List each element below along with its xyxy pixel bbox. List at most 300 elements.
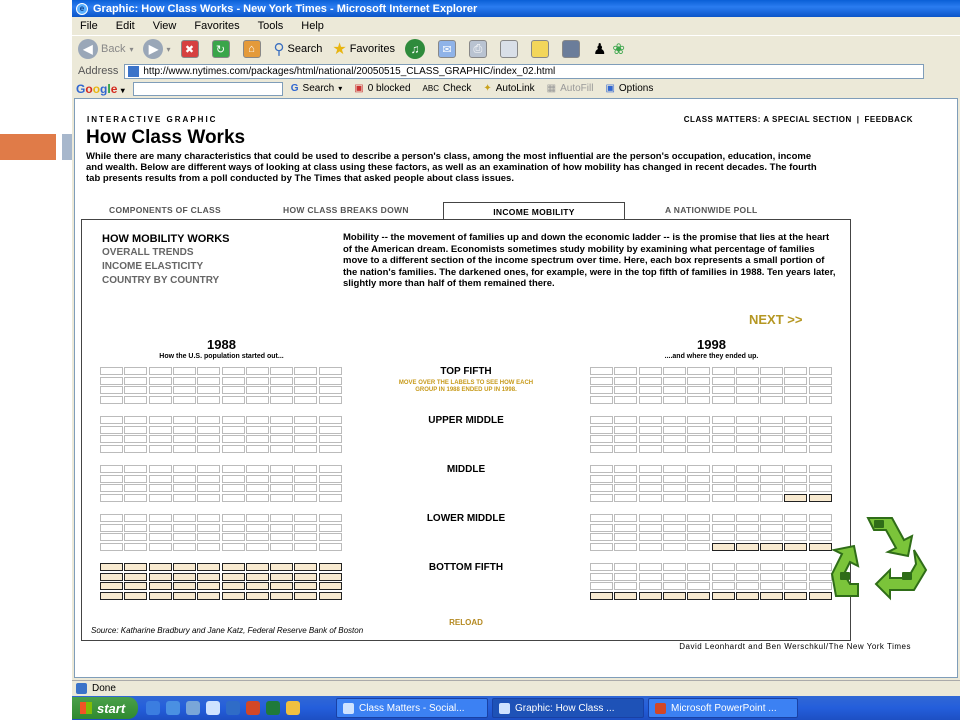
box-1988-box [124, 533, 147, 541]
box-1988-box [319, 543, 342, 551]
box-1988-box [270, 582, 293, 590]
box-1998-box [687, 445, 710, 453]
box-1998-box [663, 465, 686, 473]
box-1988-box [197, 533, 220, 541]
box-1998-box [590, 435, 613, 443]
powerpoint-task-icon [655, 703, 666, 714]
source-note: Source: Katharine Bradbury and Jane Katz, Federal Reserve Bank of Boston [91, 626, 364, 635]
box-1988-box [246, 533, 269, 541]
box-1988-box [294, 592, 317, 600]
box-1988-box [294, 563, 317, 571]
messenger-button[interactable] [593, 40, 625, 58]
box-1988-box [173, 543, 196, 551]
box-1998-box [639, 494, 662, 502]
dropdown-arrow-icon: ▾ [338, 84, 343, 93]
box-1998-box [784, 445, 807, 453]
box-1988-box [100, 396, 123, 404]
title-bar [72, 0, 960, 17]
box-1998-box [663, 582, 686, 590]
box-1988-box [197, 416, 220, 424]
edit-button[interactable] [500, 40, 521, 58]
box-1988-box [270, 563, 293, 571]
url-text: http://www.nytimes.com/packages/html/national/20050515_CLASS_GRAPHIC/index_02.html [143, 65, 556, 77]
page-viewport [74, 98, 958, 678]
box-1988-box [222, 494, 245, 502]
box-1988-box [173, 426, 196, 434]
box-1998-box [712, 514, 735, 522]
box-1988-box [149, 426, 172, 434]
research-button[interactable] [562, 40, 583, 58]
mail-icon: ✉ [438, 40, 456, 58]
box-1988-box [222, 592, 245, 600]
google-toolbar [72, 80, 960, 97]
box-1998-box [736, 377, 759, 385]
google-logo[interactable]: Google ▾ [76, 81, 125, 96]
options-button[interactable]: ▣ Options [605, 83, 654, 94]
refresh-button[interactable] [212, 40, 233, 58]
box-1998-box [809, 563, 832, 571]
box-1988-box [222, 396, 245, 404]
box-1998-box [663, 514, 686, 522]
box-1988-box [319, 445, 342, 453]
box-1998-box [614, 416, 637, 424]
box-1988-box [124, 514, 147, 522]
box-1998-box [784, 573, 807, 581]
box-1988-box [246, 426, 269, 434]
box-1988-box [270, 573, 293, 581]
box-1988-box [319, 435, 342, 443]
tab-a-nationwide-poll[interactable]: A NATIONWIDE POLL [665, 205, 758, 215]
box-1998-box [614, 465, 637, 473]
box-1988-box [319, 582, 342, 590]
box-1988-box [149, 416, 172, 424]
spell-check-button[interactable]: ABC Check [422, 83, 472, 94]
forward-button[interactable] [143, 39, 170, 59]
quicklaunch-excel-icon[interactable] [266, 701, 280, 715]
box-1998-box [663, 475, 686, 483]
page-icon [128, 66, 139, 77]
box-1998-box [639, 435, 662, 443]
box-1998-box [736, 445, 759, 453]
box-1988-box [294, 445, 317, 453]
box-1988-box [124, 416, 147, 424]
box-1998-box [784, 367, 807, 375]
print-button[interactable] [469, 40, 490, 58]
box-1998-box [590, 533, 613, 541]
box-1998-box [687, 524, 710, 532]
dropdown-arrow-icon: ▾ [166, 44, 171, 54]
popup-blocker-button[interactable]: ▣ 0 blocked [354, 83, 411, 94]
box-1998-box [760, 582, 783, 590]
label-lower-middle[interactable]: LOWER MIDDLE [426, 513, 506, 524]
home-button[interactable] [243, 40, 264, 58]
ie-task-icon [499, 703, 510, 714]
box-1998-box [590, 524, 613, 532]
box-1988-box [294, 514, 317, 522]
box-1988-box [149, 582, 172, 590]
box-1998-box [760, 426, 783, 434]
box-1988-box [294, 396, 317, 404]
box-1998-box [663, 445, 686, 453]
year-1988-subtitle: How the U.S. population started out... [159, 353, 284, 360]
box-1998-box [712, 563, 735, 571]
ie-window [72, 0, 960, 720]
box-1988-box [124, 465, 147, 473]
quicklaunch-tool-icon[interactable] [186, 701, 200, 715]
box-1988-box [222, 445, 245, 453]
box-1998-box [663, 543, 686, 551]
menu-edit[interactable]: Edit [115, 20, 135, 32]
box-1998-box [712, 465, 735, 473]
box-1998-box [784, 465, 807, 473]
box-1998-box [784, 494, 807, 502]
mail-button[interactable] [438, 40, 459, 58]
menu-file[interactable]: File [80, 20, 98, 32]
box-1998-box [590, 494, 613, 502]
quicklaunch-folder-icon[interactable] [286, 701, 300, 715]
box-1998-box [614, 533, 637, 541]
search-icon: ⚲ [273, 41, 285, 58]
box-1988-box [197, 435, 220, 443]
box-1988-box [149, 475, 172, 483]
box-1988-box [319, 416, 342, 424]
box-1988-box [197, 494, 220, 502]
box-1998-box [614, 426, 637, 434]
autolink-icon: ✦ [483, 83, 492, 94]
box-1988-box [270, 533, 293, 541]
box-1988-box [124, 377, 147, 385]
box-1998-box [809, 543, 832, 551]
subnav [102, 232, 230, 288]
box-1998-box [614, 592, 637, 600]
box-1998-box [809, 416, 832, 424]
box-1988-box [124, 435, 147, 443]
box-1998-box [760, 573, 783, 581]
box-1988-box [173, 416, 196, 424]
box-1998-box [687, 563, 710, 571]
box-1998-box [736, 465, 759, 473]
box-1998-box [663, 426, 686, 434]
menu-tools[interactable]: Tools [257, 20, 284, 32]
tab-bar [81, 202, 851, 220]
box-1988-box [100, 475, 123, 483]
ie-task-icon [343, 703, 354, 714]
google-search-button[interactable]: G Search ▾ [290, 83, 343, 94]
box-1988-box [197, 367, 220, 375]
box-1998-box [639, 445, 662, 453]
intro-text: While there are many characteristics that could be used to describe a person's class, among the most influential are the person's occupation, education, income and wealth. Below are different ways of looking at class using these factors, as well as an examination of how mobility has changed in recent decades. The fourth tab presents results from a poll conducted by The Times that asked people about class issues. [86, 151, 817, 184]
box-1998-box [663, 396, 686, 404]
box-1988-box [319, 367, 342, 375]
box-1998-box [809, 514, 832, 522]
box-1998-box [760, 445, 783, 453]
box-1988-box [149, 592, 172, 600]
box-1998-box [712, 582, 735, 590]
box-1988-box [270, 465, 293, 473]
box-1998-box [663, 592, 686, 600]
tab-how-class-breaks-down[interactable]: HOW CLASS BREAKS DOWN [283, 205, 409, 215]
box-1998-box [736, 543, 759, 551]
star-icon: ★ [332, 41, 347, 58]
box-1988-box [173, 582, 196, 590]
box-1998-box [736, 435, 759, 443]
box-1988-box [246, 563, 269, 571]
box-1998-box [809, 592, 832, 600]
abc-check-icon: ABC [422, 84, 439, 93]
box-1998-box [784, 524, 807, 532]
box-1988-box [197, 445, 220, 453]
box-1988-box [149, 494, 172, 502]
box-1998-box [663, 494, 686, 502]
box-1998-box [736, 386, 759, 394]
box-1988-box [100, 592, 123, 600]
box-1998-box [760, 592, 783, 600]
box-1998-box [784, 543, 807, 551]
box-1998-box [809, 533, 832, 541]
box-1998-box [712, 445, 735, 453]
box-1998-box [784, 377, 807, 385]
box-1988-box [246, 377, 269, 385]
box-1998-box [590, 377, 613, 385]
box-1998-box [736, 592, 759, 600]
page-title: How Class Works [86, 127, 246, 148]
box-1988-box [100, 416, 123, 424]
box-1998-box [712, 396, 735, 404]
options-icon: ▣ [605, 83, 615, 94]
box-1998-box [712, 543, 735, 551]
box-1988-box [294, 543, 317, 551]
box-1988-box [100, 426, 123, 434]
box-1998-box [590, 582, 613, 590]
start-button[interactable]: start [72, 697, 138, 719]
box-1988-box [173, 435, 196, 443]
subnav-income-elasticity[interactable]: INCOME ELASTICITY [102, 261, 204, 272]
box-1998-box [663, 377, 686, 385]
box-1988-box [270, 592, 293, 600]
box-1988-box [246, 514, 269, 522]
box-1988-box [197, 514, 220, 522]
box-1988-box [149, 386, 172, 394]
box-1988-box [294, 524, 317, 532]
box-1988-box [173, 573, 196, 581]
box-1998-box [590, 465, 613, 473]
task-graphic-how-class[interactable]: Graphic: How Class ... [492, 698, 644, 718]
box-1998-box [639, 396, 662, 404]
box-1998-box [712, 494, 735, 502]
box-1998-box [663, 573, 686, 581]
quicklaunch-ie-icon[interactable] [146, 701, 160, 715]
task-class-matters[interactable]: Class Matters - Social... [336, 698, 488, 718]
media-button[interactable] [405, 39, 428, 59]
discuss-button[interactable] [531, 40, 552, 58]
autofill-icon: ▦ [546, 83, 557, 94]
box-1988-box [294, 465, 317, 473]
box-1988-box [246, 475, 269, 483]
box-1998-box [760, 367, 783, 375]
box-1998-box [639, 582, 662, 590]
menu-help[interactable]: Help [301, 20, 324, 32]
next-button[interactable]: NEXT >> [749, 312, 803, 327]
tab-components-of-class[interactable]: COMPONENTS OF CLASS [109, 205, 221, 215]
label-bottom-fifth[interactable]: BOTTOM FIFTH [428, 562, 504, 573]
address-input[interactable] [124, 64, 924, 79]
box-1988-box [222, 426, 245, 434]
quicklaunch-word-icon[interactable] [226, 701, 240, 715]
box-1998-box [712, 426, 735, 434]
box-1998-box [760, 484, 783, 492]
google-g-icon: G [290, 83, 299, 94]
box-1998-box [687, 582, 710, 590]
box-1998-box [712, 484, 735, 492]
box-1988-box [319, 484, 342, 492]
box-1988-box [270, 367, 293, 375]
search-button[interactable]: ⚲ Search [273, 41, 323, 58]
box-1988-box [149, 377, 172, 385]
label-upper-middle[interactable]: UPPER MIDDLE [428, 415, 504, 426]
box-1998-box [663, 533, 686, 541]
box-1988-box [246, 445, 269, 453]
box-1998-box [687, 435, 710, 443]
box-1988-box [173, 563, 196, 571]
status-text: Done [92, 683, 116, 694]
autolink-button[interactable]: ✦ AutoLink [483, 83, 535, 94]
box-1998-box [712, 435, 735, 443]
box-1998-box [809, 582, 832, 590]
box-1998-box [760, 377, 783, 385]
autofill-button[interactable]: ▦ AutoFill [546, 83, 594, 94]
box-1998-box [784, 475, 807, 483]
box-1998-box [639, 426, 662, 434]
box-1988-box [149, 533, 172, 541]
box-1988-box [173, 592, 196, 600]
ie-logo-icon: e [76, 3, 88, 15]
home-icon: ⌂ [243, 40, 261, 58]
box-1998-box [784, 484, 807, 492]
box-1998-box [760, 435, 783, 443]
box-1988-box [222, 475, 245, 483]
box-1998-box [736, 416, 759, 424]
box-1988-box [124, 386, 147, 394]
section-link[interactable]: CLASS MATTERS: A SPECIAL SECTION [683, 115, 852, 124]
menu-view[interactable]: View [152, 20, 177, 32]
box-1988-box [100, 543, 123, 551]
box-1988-box [319, 592, 342, 600]
quicklaunch-outlook-icon[interactable] [206, 701, 220, 715]
box-1998-box [590, 386, 613, 394]
section-links: CLASS MATTERS: A SPECIAL SECTION | FEEDBACK [683, 115, 913, 124]
box-1988-box [100, 484, 123, 492]
box-1998-box [687, 377, 710, 385]
box-1988-box [124, 475, 147, 483]
back-arrow-icon: ◀ [78, 39, 98, 59]
blocker-icon: ▣ [354, 83, 364, 94]
box-1998-box [784, 533, 807, 541]
box-1998-box [590, 563, 613, 571]
reload-button[interactable]: RELOAD [449, 618, 483, 627]
box-1998-box [639, 475, 662, 483]
box-1998-box [809, 377, 832, 385]
box-1998-box [639, 416, 662, 424]
box-1998-box [614, 563, 637, 571]
subnav-overall-trends[interactable]: OVERALL TRENDS [102, 247, 194, 258]
taskbar [72, 696, 960, 720]
page-kicker: INTERACTIVE GRAPHIC [87, 115, 218, 124]
label-top-fifth[interactable]: TOP FIFTH [440, 366, 492, 377]
box-1998-box [760, 563, 783, 571]
box-1988-box [197, 426, 220, 434]
butterfly-icon: ❀ [612, 41, 625, 58]
box-1988-box [100, 445, 123, 453]
box-1988-box [319, 573, 342, 581]
box-1988-box [100, 367, 123, 375]
box-1988-box [197, 484, 220, 492]
folder-icon [531, 40, 549, 58]
label-middle[interactable]: MIDDLE [446, 464, 486, 475]
feedback-link[interactable]: FEEDBACK [864, 115, 913, 124]
box-1998-box [687, 426, 710, 434]
box-1988-box [270, 494, 293, 502]
quicklaunch-ie2-icon[interactable] [166, 701, 180, 715]
box-1988-box [222, 533, 245, 541]
windows-flag-icon [80, 702, 92, 714]
box-1988-box [100, 524, 123, 532]
box-1998-box [712, 475, 735, 483]
box-1988-box [246, 592, 269, 600]
box-1988-box [124, 484, 147, 492]
favorites-button[interactable]: ★ Favorites [332, 41, 395, 58]
box-1998-box [663, 563, 686, 571]
quicklaunch-powerpoint-icon[interactable] [246, 701, 260, 715]
box-1988-box [124, 582, 147, 590]
tab-income-mobility[interactable]: INCOME MOBILITY [443, 202, 625, 221]
box-1988-box [246, 573, 269, 581]
box-1988-box [222, 563, 245, 571]
address-bar [72, 63, 960, 79]
box-1988-box [173, 377, 196, 385]
box-1998-box [809, 484, 832, 492]
box-1998-box [687, 514, 710, 522]
box-1988-box [124, 524, 147, 532]
box-1988-box [294, 377, 317, 385]
menu-favorites[interactable]: Favorites [194, 20, 240, 32]
recycle-icon [830, 510, 930, 605]
box-1988-box [246, 367, 269, 375]
box-1988-box [197, 592, 220, 600]
google-search-input[interactable] [133, 82, 283, 96]
box-1988-box [197, 573, 220, 581]
box-1998-box [687, 475, 710, 483]
box-1988-box [270, 514, 293, 522]
box-1998-box [760, 524, 783, 532]
task-powerpoint[interactable]: Microsoft PowerPoint ... [648, 698, 798, 718]
box-1998-box [784, 514, 807, 522]
stop-button[interactable] [181, 40, 202, 58]
box-1988-box [173, 494, 196, 502]
box-1988-box [173, 484, 196, 492]
box-1998-box [614, 524, 637, 532]
box-1988-box [246, 416, 269, 424]
subnav-country-by-country[interactable]: COUNTRY BY COUNTRY [102, 275, 220, 286]
box-1998-box [784, 592, 807, 600]
box-1998-box [736, 426, 759, 434]
box-1988-box [319, 465, 342, 473]
slide-accent-orange [0, 134, 56, 160]
subnav-how-mobility-works[interactable]: HOW MOBILITY WORKS [102, 233, 230, 245]
box-1988-box [222, 514, 245, 522]
box-1988-box [294, 475, 317, 483]
box-1998-box [614, 543, 637, 551]
back-button[interactable]: ◀ Back ▾ [78, 39, 133, 59]
